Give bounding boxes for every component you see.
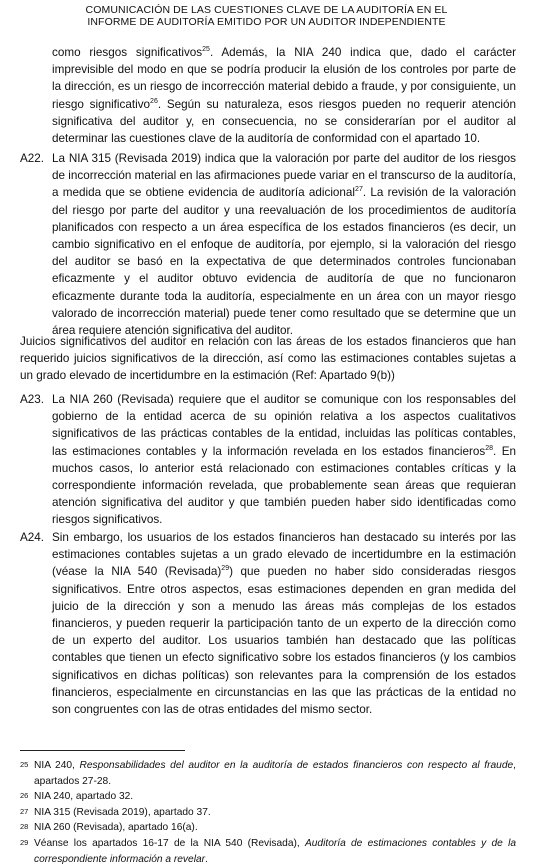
footnote-title: Auditoría de estimaciones contables y de la correspondiente información a revelar [34, 837, 516, 865]
a22-text-2: . La revisión de la valoración del riesgo por parte del auditor y una reevaluación de los procedimientos de auditoría planificados con respecto a un área específica de los estados financieros (es decir, un cambio significativo en el enfoque de auditoría, por ejemplo, si la valoración del riesgo del auditor se basó en la expectativa de que determinados controles funcionaban eficazmente y el auditor obtuvo evidencia de auditoría de que no funcionaron eficazmente durante toda la auditoría, especialmente en un área con un mayor riesgo valorado de incorrección material) puede tener como resultado que se determine que un área requiere atención significativa del auditor. [52, 186, 516, 338]
footnotes [20, 758, 516, 867]
footnote [20, 805, 516, 821]
footnote-number: 28 [20, 822, 29, 832]
a23-text-1: La NIA 260 (Revisada) requiere que el auditor se comunique con los responsables del gobierno de la entidad acerca de su opinión relativa a los aspectos cualitativos significativos de las prácticas contables de la entidad, incluidas las políticas contables, las estimaciones contables y la información revelada en los estados financieros [52, 393, 516, 458]
footnote-ref-27: 27 [355, 186, 363, 194]
footnote-number: 26 [20, 791, 29, 801]
paragraph-number: A23. [20, 393, 45, 406]
footnote-title: Responsabilidades del auditor en la auditoría de estados financieros con respecto al fraude [79, 760, 514, 771]
continuation-text-3: . Según su naturaleza, esos riesgos pueden no requerir atención significativa del auditor y, en consecuencia, no se considerarían por el auditor al determinar las cuestiones clave de la auditoría de conformidad con el apartado 10. [52, 97, 516, 146]
footnote [20, 820, 516, 836]
footnote-ref-29: 29 [221, 565, 230, 573]
paragraph-a23 [20, 391, 516, 529]
footnote-text: NIA 240, apartado 32. [34, 791, 134, 803]
footnote-ref-25: 25 [202, 46, 210, 54]
paragraph-number: A22. [20, 152, 45, 165]
subheading-text: Juicios significativos del auditor en relación con las áreas de los estados financieros que han requerido juicios significativos de la dirección, así como las estimaciones contables sujetas a un grado elevado de incertidumbre en la estimación (Ref: Apartado 9(b)) [20, 335, 516, 383]
footnote-text: NIA 315 (Revisada 2019), apartado 37. [34, 806, 211, 818]
header-line-2: INFORME DE AUDITORÍA EMITIDO POR UN AUDITOR INDEPENDIENTE [87, 16, 446, 28]
a24-text-1: Sin embargo, los usuarios de los estados financieros han destacado su interés por las estimaciones contables sujetas a un grado elevado de incertidumbre en la estimación (véase la NIA 540 (Revisada) [52, 531, 516, 579]
footnote-text: . [205, 853, 208, 865]
a22-text-1: La NIA 315 (Revisada 2019) indica que la valoración por parte del auditor de los riesgos de incorrección material en las afirmaciones puede variar en el transcurso de la auditoría, a medida que se obtiene evidencia de auditoría adicional [52, 152, 516, 200]
footnote-text: NIA 260 (Revisada), apartado 16(a). [34, 822, 198, 834]
footnote-text: NIA 240, [34, 760, 80, 771]
section-subheading [20, 333, 516, 385]
footnote-number: 27 [20, 806, 29, 816]
paragraph-a22 [20, 150, 516, 339]
footnote-text: Véanse los apartados 16-17 de la NIA 540 (Revisada), [34, 837, 305, 849]
page-header [0, 4, 533, 28]
a24-text-2: ) que pueden no haber sido consideradas riesgos significativos. Entre otros aspectos, esas estimaciones dependen en gran medida del juicio de la dirección y son a menudo las áreas más complejas de los estados financieros, y pueden requerir la participación tanto de un experto de la dirección como de un experto del auditor. Los usuarios también han destacado que las políticas contables que tienen un efecto significativo sobre los estados financieros (y los cambios significativos en dichas políticas) son relevantes para la comprensión de los estados financieros, especialmente en circunstancias en las que las prácticas de la entidad no son congruentes con las de otras entidades del mismo sector. [52, 565, 516, 717]
paragraph-number: A24. [20, 531, 45, 544]
continuation-text-2: . Además, la NIA 240 indica que, dado el carácter imprevisible del modo en que se podría producir la elusión de los controles por parte de la dirección, es un riesgo de incorrección material debido a fraude, y por consiguiente, un riesgo significativo [52, 46, 516, 111]
footnote [20, 836, 516, 867]
footnote [20, 758, 516, 789]
footnote-ref-28: 28 [485, 444, 494, 452]
continuation-text-1: como riesgos significativos [52, 46, 203, 59]
continuation-paragraph [20, 44, 516, 147]
a23-text-2: . En muchos casos, lo anterior está relacionado con estimaciones contables críticas y la correspondiente información revelada, que probablemente sean áreas que requieran atención significativa del auditor y que también pueden haber sido identificadas como riesgos significativos. [52, 444, 517, 527]
footnote [20, 789, 516, 805]
footnote-divider [20, 750, 185, 751]
footnote-number: 25 [20, 760, 29, 769]
header-line-1: COMUNICACIÓN DE LAS CUESTIONES CLAVE DE LA AUDITORÍA EN EL [85, 4, 448, 16]
footnote-number: 29 [20, 837, 29, 847]
paragraph-a24 [20, 529, 516, 718]
footnote-text: , apartados 27-28. [34, 760, 516, 787]
footnote-ref-26: 26 [150, 97, 158, 105]
